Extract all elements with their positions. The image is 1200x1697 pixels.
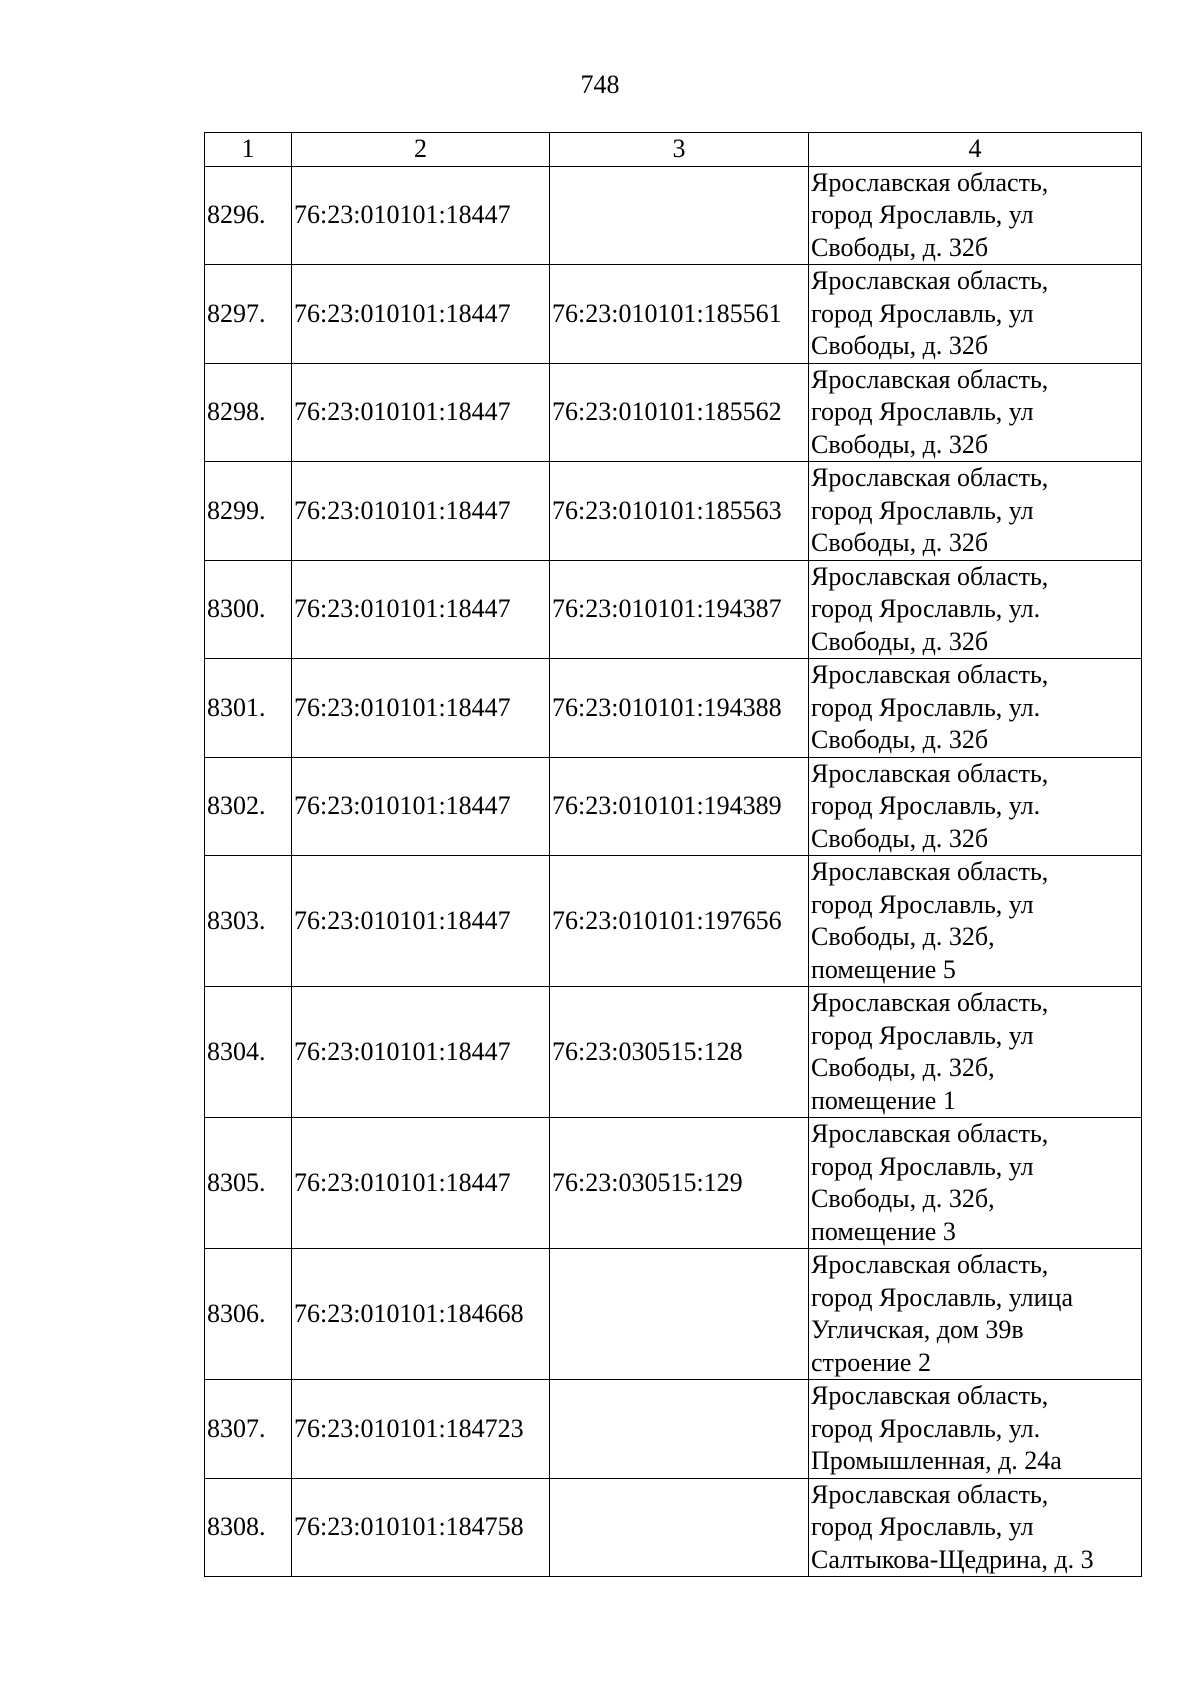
cadastral-number-cell: 76:23:010101:18447	[292, 462, 550, 561]
object-cadastral-number-cell	[550, 1249, 809, 1380]
row-number-cell: 8304.	[205, 987, 292, 1118]
table-row	[205, 1380, 1142, 1479]
table-row	[205, 856, 1142, 987]
row-number-cell: 8302.	[205, 757, 292, 856]
row-number-cell: 8301.	[205, 659, 292, 758]
cadastral-number-cell: 76:23:010101:184668	[292, 1249, 550, 1380]
address-cell: Ярославская область, город Ярославль, ул. Свободы, д. 32б	[809, 757, 1142, 856]
table-row	[205, 987, 1142, 1118]
table-row	[205, 1249, 1142, 1380]
address-cell: Ярославская область, город Ярославль, ул Свободы, д. 32б	[809, 166, 1142, 265]
table-row	[205, 659, 1142, 758]
object-cadastral-number-cell	[550, 1380, 809, 1479]
address-cell: Ярославская область, город Ярославль, ул Свободы, д. 32б	[809, 265, 1142, 364]
object-cadastral-number-cell: 76:23:010101:194389	[550, 757, 809, 856]
cadastral-number-cell: 76:23:010101:18447	[292, 987, 550, 1118]
cadastral-number-cell: 76:23:010101:18447	[292, 757, 550, 856]
address-cell: Ярославская область, город Ярославль, ул. Свободы, д. 32б	[809, 659, 1142, 758]
address-cell: Ярославская область, город Ярославль, ул Свободы, д. 32б, помещение 1	[809, 987, 1142, 1118]
object-cadastral-number-cell: 76:23:010101:194387	[550, 560, 809, 659]
table-row	[205, 265, 1142, 364]
object-cadastral-number-cell: 76:23:010101:185563	[550, 462, 809, 561]
table-row	[205, 757, 1142, 856]
table-row	[205, 363, 1142, 462]
table-row	[205, 560, 1142, 659]
registry-table	[204, 132, 1142, 1577]
column-header-4: 4	[809, 133, 1142, 167]
address-cell: Ярославская область, город Ярославль, ул Свободы, д. 32б	[809, 363, 1142, 462]
row-number-cell: 8297.	[205, 265, 292, 364]
object-cadastral-number-cell: 76:23:010101:185562	[550, 363, 809, 462]
table-row	[205, 1478, 1142, 1577]
object-cadastral-number-cell: 76:23:010101:197656	[550, 856, 809, 987]
cadastral-number-cell: 76:23:010101:18447	[292, 1118, 550, 1249]
cadastral-number-cell: 76:23:010101:18447	[292, 265, 550, 364]
object-cadastral-number-cell: 76:23:030515:128	[550, 987, 809, 1118]
cadastral-number-cell: 76:23:010101:18447	[292, 856, 550, 987]
column-header-1: 1	[205, 133, 292, 167]
page-number: 748	[580, 70, 620, 99]
object-cadastral-number-cell: 76:23:030515:129	[550, 1118, 809, 1249]
column-header-3: 3	[550, 133, 809, 167]
object-cadastral-number-cell: 76:23:010101:185561	[550, 265, 809, 364]
row-number-cell: 8296.	[205, 166, 292, 265]
cadastral-number-cell: 76:23:010101:18447	[292, 363, 550, 462]
cadastral-number-cell: 76:23:010101:184723	[292, 1380, 550, 1479]
table-row	[205, 1118, 1142, 1249]
table-row	[205, 166, 1142, 265]
cadastral-number-cell: 76:23:010101:18447	[292, 659, 550, 758]
row-number-cell: 8308.	[205, 1478, 292, 1577]
table-row	[205, 462, 1142, 561]
address-cell: Ярославская область, город Ярославль, ул Свободы, д. 32б, помещение 5	[809, 856, 1142, 987]
row-number-cell: 8303.	[205, 856, 292, 987]
address-cell: Ярославская область, город Ярославль, ул. Свободы, д. 32б	[809, 560, 1142, 659]
address-cell: Ярославская область, город Ярославль, улица Угличская, дом 39в строение 2	[809, 1249, 1142, 1380]
cadastral-number-cell: 76:23:010101:18447	[292, 560, 550, 659]
row-number-cell: 8306.	[205, 1249, 292, 1380]
object-cadastral-number-cell: 76:23:010101:194388	[550, 659, 809, 758]
address-cell: Ярославская область, город Ярославль, ул Свободы, д. 32б	[809, 462, 1142, 561]
object-cadastral-number-cell	[550, 1478, 809, 1577]
row-number-cell: 8300.	[205, 560, 292, 659]
cadastral-number-cell: 76:23:010101:184758	[292, 1478, 550, 1577]
row-number-cell: 8305.	[205, 1118, 292, 1249]
object-cadastral-number-cell	[550, 166, 809, 265]
column-header-2: 2	[292, 133, 550, 167]
address-cell: Ярославская область, город Ярославль, ул. Промышленная, д. 24а	[809, 1380, 1142, 1479]
row-number-cell: 8299.	[205, 462, 292, 561]
row-number-cell: 8298.	[205, 363, 292, 462]
cadastral-number-cell: 76:23:010101:18447	[292, 166, 550, 265]
address-cell: Ярославская область, город Ярославль, ул Свободы, д. 32б, помещение 3	[809, 1118, 1142, 1249]
address-cell: Ярославская область, город Ярославль, ул Салтыкова-Щедрина, д. 3	[809, 1478, 1142, 1577]
row-number-cell: 8307.	[205, 1380, 292, 1479]
table-header-row	[205, 133, 1142, 167]
